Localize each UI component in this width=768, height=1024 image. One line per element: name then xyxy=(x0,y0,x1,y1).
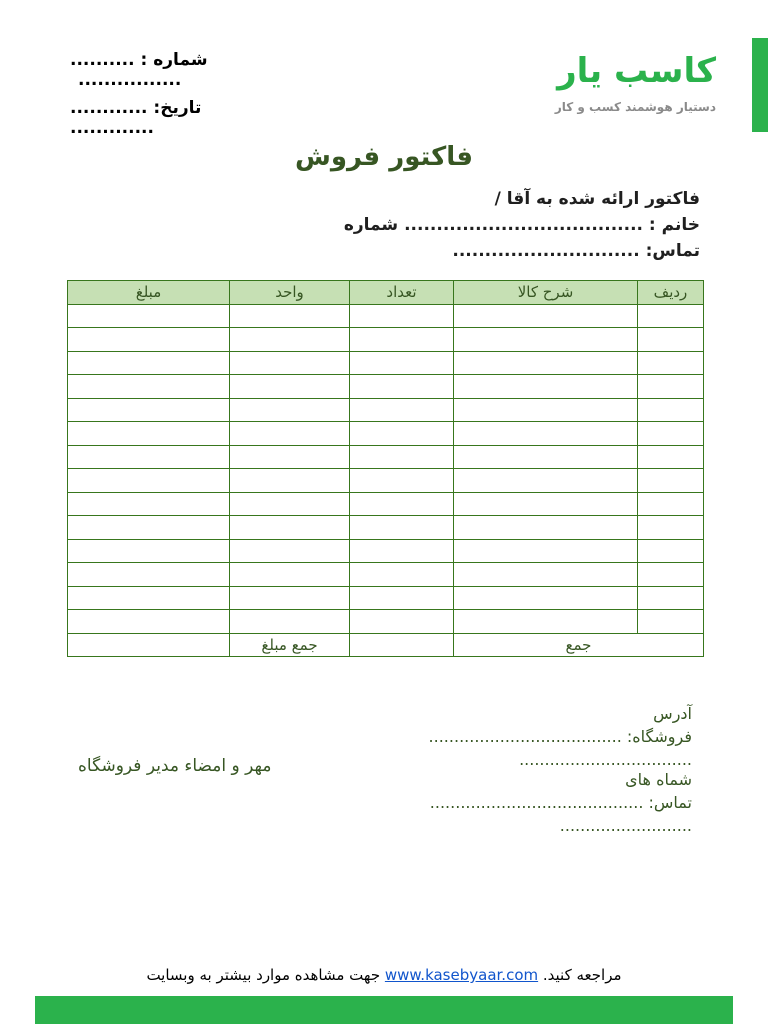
table-row xyxy=(68,586,704,610)
table-cell xyxy=(638,422,704,446)
invoice-date-field xyxy=(70,98,240,138)
table-cell xyxy=(454,539,638,563)
total-label: جمع xyxy=(454,633,704,657)
total-quantity-cell xyxy=(350,633,454,657)
table-cell xyxy=(454,469,638,493)
table-cell xyxy=(638,351,704,375)
website-link[interactable]: www.kasebyaar.com xyxy=(384,966,539,984)
customer-line-3: تماس: ............................. xyxy=(452,241,700,261)
table-cell xyxy=(454,328,638,352)
table-cell xyxy=(68,539,230,563)
table-cell xyxy=(454,422,638,446)
number-label: شماره : xyxy=(140,50,208,70)
phone-line-3: .......................... xyxy=(559,816,692,835)
table-row xyxy=(68,610,704,634)
footer-text-before: جهت مشاهده موارد بیشتر به وبسایت xyxy=(146,966,381,984)
table-cell xyxy=(638,304,704,328)
table-cell xyxy=(230,375,350,399)
table-cell xyxy=(350,492,454,516)
table-cell xyxy=(230,304,350,328)
table-cell xyxy=(350,351,454,375)
brand-tagline: دستیار هوشمند کسب و کار xyxy=(554,100,716,114)
table-cell xyxy=(68,516,230,540)
table-cell xyxy=(230,469,350,493)
table-cell xyxy=(230,422,350,446)
table-cell xyxy=(350,516,454,540)
table-cell xyxy=(454,516,638,540)
table-row xyxy=(68,492,704,516)
table-cell xyxy=(454,304,638,328)
table-cell xyxy=(454,375,638,399)
table-row xyxy=(68,563,704,587)
table-row xyxy=(68,469,704,493)
table-total-row xyxy=(68,633,704,657)
header-quantity: تعداد xyxy=(350,281,454,305)
table-cell xyxy=(350,586,454,610)
table-row xyxy=(68,422,704,446)
table-cell xyxy=(68,304,230,328)
table-cell xyxy=(230,492,350,516)
table-cell xyxy=(638,375,704,399)
total-amount-cell xyxy=(68,633,230,657)
table-cell xyxy=(454,398,638,422)
table-cell xyxy=(350,469,454,493)
table-row xyxy=(68,445,704,469)
table-cell xyxy=(350,328,454,352)
table-cell xyxy=(638,563,704,587)
table-cell xyxy=(230,398,350,422)
table-cell xyxy=(454,610,638,634)
table-cell xyxy=(350,610,454,634)
number-dots-continued: ................ xyxy=(78,70,182,90)
table-row xyxy=(68,304,704,328)
phone-line-2: تماس: .......................................... xyxy=(429,793,692,812)
phone-line-1: شماه های xyxy=(625,770,692,789)
table-cell xyxy=(68,586,230,610)
table-cell xyxy=(350,422,454,446)
table-cell xyxy=(68,469,230,493)
table-cell xyxy=(68,328,230,352)
address-line-1: آدرس xyxy=(653,704,692,723)
table-cell xyxy=(350,398,454,422)
table-cell xyxy=(638,469,704,493)
table-row xyxy=(68,398,704,422)
table-cell xyxy=(68,445,230,469)
right-accent-bar xyxy=(752,38,768,132)
table-header-row xyxy=(68,281,704,305)
table-cell xyxy=(638,516,704,540)
table-row xyxy=(68,375,704,399)
header-unit: واحد xyxy=(230,281,350,305)
table-cell xyxy=(454,586,638,610)
customer-line-1: فاکتور ارائه شده به آقا / xyxy=(494,189,700,209)
footer-note xyxy=(0,966,768,984)
table-cell xyxy=(68,375,230,399)
table-cell xyxy=(230,328,350,352)
table-cell xyxy=(230,563,350,587)
table-cell xyxy=(230,586,350,610)
table-cell xyxy=(454,445,638,469)
table-cell xyxy=(350,445,454,469)
table-cell xyxy=(638,398,704,422)
table-body xyxy=(68,304,704,633)
table-cell xyxy=(638,445,704,469)
header-amount: مبلغ xyxy=(68,281,230,305)
table-row xyxy=(68,328,704,352)
table-cell xyxy=(68,563,230,587)
table-cell xyxy=(230,610,350,634)
bottom-accent-bar xyxy=(35,996,733,1024)
header-row-number: ردیف xyxy=(638,281,704,305)
table-cell xyxy=(638,610,704,634)
table-cell xyxy=(454,563,638,587)
table-cell xyxy=(350,539,454,563)
date-dots-continued: ............. xyxy=(70,118,154,138)
date-label: تاریخ: xyxy=(153,98,202,118)
table-cell xyxy=(638,586,704,610)
table-cell xyxy=(350,375,454,399)
table-cell xyxy=(638,492,704,516)
stamp-signature-label: مهر و امضاء مدیر فروشگاه xyxy=(78,756,272,776)
table-cell xyxy=(638,539,704,563)
table-row xyxy=(68,539,704,563)
table-cell xyxy=(350,304,454,328)
table-cell xyxy=(68,610,230,634)
header-description: شرح کالا xyxy=(454,281,638,305)
invoice-table xyxy=(67,280,704,657)
number-dots: .......... xyxy=(70,50,135,70)
footer-text-after: مراجعه کنید. xyxy=(542,966,622,984)
table-cell xyxy=(68,422,230,446)
table-cell xyxy=(350,563,454,587)
table-cell xyxy=(454,492,638,516)
table-cell xyxy=(230,445,350,469)
address-line-2: فروشگاه: ...................................... xyxy=(428,727,692,746)
table-cell xyxy=(230,516,350,540)
table-cell xyxy=(638,328,704,352)
invoice-number-field xyxy=(70,50,240,90)
table-row xyxy=(68,351,704,375)
table-cell xyxy=(68,351,230,375)
total-amount-label: جمع مبلغ xyxy=(230,633,350,657)
table-cell xyxy=(68,492,230,516)
customer-line-2: خانم : ..................................... شماره xyxy=(343,215,700,235)
table-cell xyxy=(68,398,230,422)
table-row xyxy=(68,516,704,540)
table-cell xyxy=(230,351,350,375)
table-cell xyxy=(454,351,638,375)
date-dots: ............ xyxy=(70,98,148,118)
page-title: فاکتور فروش xyxy=(294,142,474,172)
brand-logo: کاسب یار xyxy=(557,51,716,91)
address-line-3: .................................. xyxy=(519,750,692,769)
table-cell xyxy=(230,539,350,563)
